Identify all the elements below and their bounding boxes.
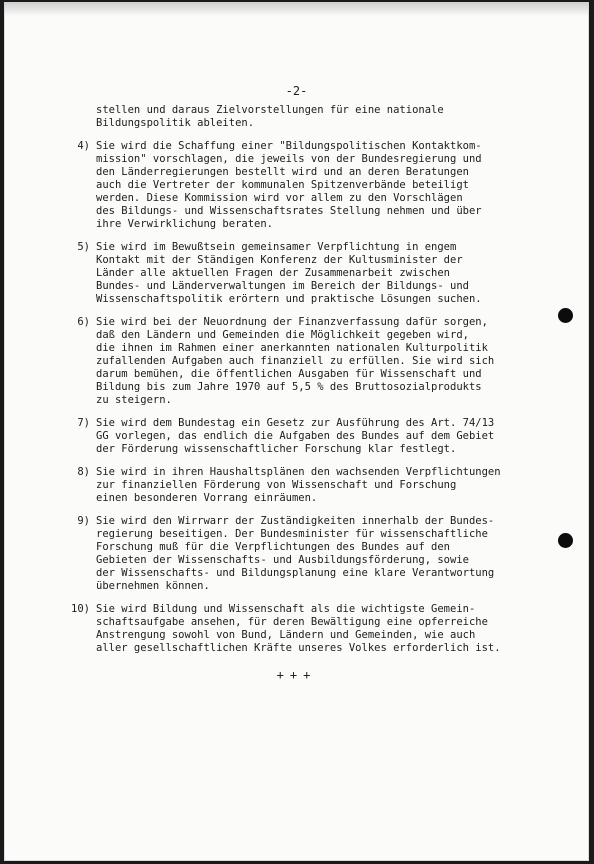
- text-line: darum bemühen, die öffentlichen Ausgaben für Wissenschaft und: [96, 368, 482, 380]
- page-number: -2-: [285, 84, 308, 98]
- text-line: die ihnen im Rahmen einer anerkannten nationalen Kulturpolitik: [96, 342, 488, 354]
- document-body: [60, 104, 560, 665]
- text-line: Bildungspolitik ableiten.: [96, 117, 255, 129]
- item-number: 8): [77, 466, 90, 478]
- punch-hole-mark: [558, 533, 573, 548]
- punch-hole-mark: [558, 308, 573, 323]
- text-line: ihre Verwirklichung beraten.: [96, 218, 274, 230]
- text-line: Gebieten der Wissenschafts- und Ausbildungsförderung, sowie: [96, 554, 469, 566]
- text-line: Sie wird den Wirrwarr der Zuständigkeiten innerhalb der Bundes-: [96, 515, 495, 527]
- text-line: Sie wird die Schaffung einer "Bildungspolitischen Kontaktkom-: [96, 140, 482, 152]
- text-line: Sie wird bei der Neuordnung der Finanzverfassung dafür sorgen,: [96, 316, 488, 328]
- text-line: zufallenden Aufgaben auch finanziell zu erfüllen. Sie wird sich: [96, 355, 495, 367]
- text-line: schaftsaufgabe ansehen, für deren Bewältigung eine opferreiche: [96, 616, 488, 628]
- text-line: werden. Diese Kommission wird vor allem zu den Vorschlägen: [96, 192, 463, 204]
- text-line: zu steigern.: [96, 394, 172, 406]
- text-line: Sie wird in ihren Haushaltsplänen den wachsenden Verpflichtungen: [96, 466, 501, 478]
- text-line: der Förderung wissenschaftlicher Forschung klar festlegt.: [96, 443, 457, 455]
- item-number: 4): [77, 140, 90, 152]
- item-number: 6): [77, 316, 90, 328]
- text-line: zur finanziellen Förderung von Wissenschaft und Forschung: [96, 479, 457, 491]
- end-marker: +++: [276, 668, 317, 682]
- list-item-10: [60, 603, 560, 655]
- text-line: auch die Vertreter der kommunalen Spitzenverbände beteiligt: [96, 179, 469, 191]
- text-line: regierung beseitigen. Der Bundesminister für wissenschaftliche: [96, 528, 488, 540]
- text-line: des Bildungs- und Wissenschaftsrates Stellung nehmen und über: [96, 205, 482, 217]
- text-line: aller gesellschaftlichen Kräfte unseres Volkes erforderlich ist.: [96, 642, 501, 654]
- document-page: [4, 2, 589, 861]
- text-line: Länder alle aktuellen Fragen der Zusammenarbeit zwischen: [96, 267, 451, 279]
- text-line: daß den Ländern und Gemeinden die Möglichkeit gegeben wird,: [96, 329, 469, 341]
- text-line: stellen und daraus Zielvorstellungen für eine nationale: [96, 104, 444, 116]
- list-item-8: [60, 466, 560, 505]
- item-number: 7): [77, 417, 90, 429]
- list-item-7: [60, 417, 560, 456]
- text-line: übernehmen können.: [96, 580, 210, 592]
- text-line: den Länderregierungen bestellt wird und an deren Beratungen: [96, 166, 469, 178]
- intro-paragraph: [96, 104, 560, 130]
- list-item-5: [60, 241, 560, 306]
- text-line: einen besonderen Vorrang einräumen.: [96, 492, 318, 504]
- text-line: Bildung bis zum Jahre 1970 auf 5,5 % des Bruttosozialprodukts: [96, 381, 482, 393]
- text-line: Sie wird Bildung und Wissenschaft als die wichtigste Gemein-: [96, 603, 476, 615]
- text-line: Sie wird dem Bundestag ein Gesetz zur Ausführung des Art. 74/13: [96, 417, 495, 429]
- text-line: mission" vorschlagen, die jeweils von der Bundesregierung und: [96, 153, 482, 165]
- text-line: der Wissenschafts- und Bildungsplanung eine klare Verantwortung: [96, 567, 495, 579]
- item-number: 5): [77, 241, 90, 253]
- list-item-6: [60, 316, 560, 407]
- text-line: Forschung muß für die Verpflichtungen des Bundes auf den: [96, 541, 451, 553]
- item-number: 10): [71, 603, 90, 615]
- list-item-4: [60, 140, 560, 231]
- text-line: Sie wird im Bewußtsein gemeinsamer Verpflichtung in engem: [96, 241, 457, 253]
- list-item-9: [60, 515, 560, 593]
- text-line: Wissenschaftspolitik erörtern und praktische Lösungen suchen.: [96, 293, 482, 305]
- text-line: Kontakt mit der Ständigen Konferenz der Kultusminister der: [96, 254, 463, 266]
- text-line: Bundes- und Länderverwaltungen im Bereich der Bildungs- und: [96, 280, 469, 292]
- text-line: GG vorlegen, das endlich die Aufgaben des Bundes auf dem Gebiet: [96, 430, 495, 442]
- text-line: Anstrengung sowohl von Bund, Ländern und Gemeinden, wie auch: [96, 629, 476, 641]
- item-number: 9): [77, 515, 90, 527]
